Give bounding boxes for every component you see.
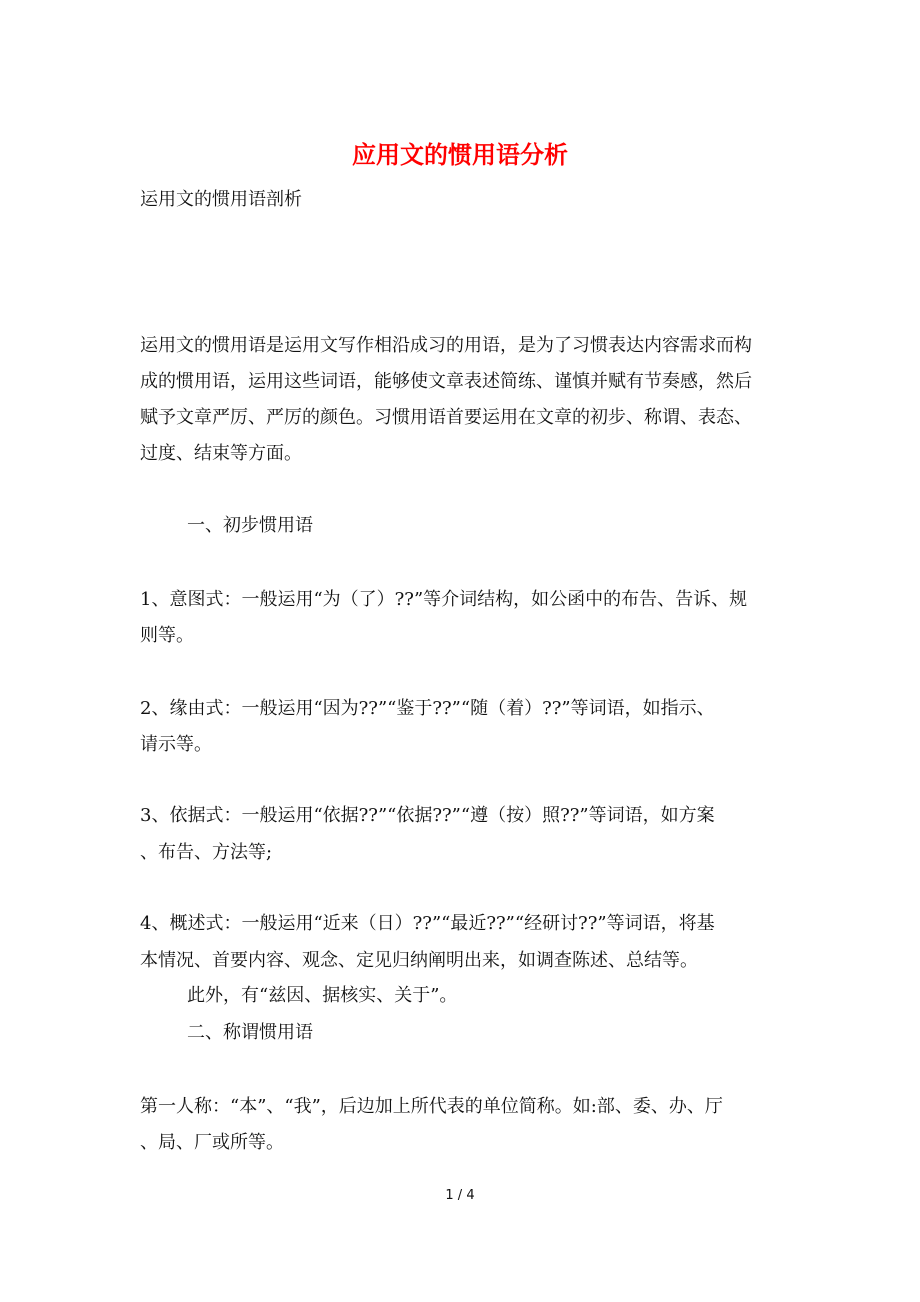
- item-line: 4、概述式：一般运用“近来（日）??”“最近??”“经研讨??”等词语，将基: [140, 913, 715, 934]
- intro-line: 过度、结束等方面。: [140, 443, 302, 464]
- page-indicator: 1 / 4: [445, 1188, 475, 1203]
- item-line: 、布告、方法等;: [140, 842, 273, 863]
- intro-line: 赋予文章严厉、严厉的颜色。习惯用语首要运用在文章的初步、称谓、表态、: [140, 407, 752, 428]
- document-title: 应用文的惯用语分析: [352, 140, 568, 169]
- item-line: 则等。: [140, 625, 194, 646]
- intro-line: 成的惯用语，运用这些词语，能够使文章表述简练、谨慎并赋有节奏感，然后: [140, 371, 752, 392]
- intro-line: 运用文的惯用语是运用文写作相沿成习的用语，是为了习惯表达内容需求而构: [140, 335, 752, 356]
- paragraph-line: 、局、厂或所等。: [140, 1132, 284, 1153]
- section-heading: 二、称谓惯用语: [187, 1022, 313, 1043]
- item-line: 1、意图式：一般运用“为（了）??”等介词结构，如公函中的布告、告诉、规: [140, 589, 748, 610]
- item-line: 请示等。: [140, 734, 212, 755]
- item-line: 3、依据式：一般运用“依据??”“依据??”“遵（按）照??”等词语，如方案: [140, 805, 715, 826]
- additional-note: 此外，有“兹因、据核实、关于”。: [187, 985, 458, 1006]
- item-line: 本情况、首要内容、观念、定见归纳阐明出来，如调查陈述、总结等。: [140, 950, 698, 971]
- section-heading: 一、初步惯用语: [187, 515, 313, 536]
- item-line: 2、缘由式：一般运用“因为??”“鉴于??”“随（着）??”等词语，如指示、: [140, 698, 715, 719]
- paragraph-line: 第一人称：“本”、“我”，后边加上所代表的单位简称。如:部、委、办、厅: [140, 1096, 723, 1117]
- document-subtitle: 运用文的惯用语剖析: [140, 189, 302, 210]
